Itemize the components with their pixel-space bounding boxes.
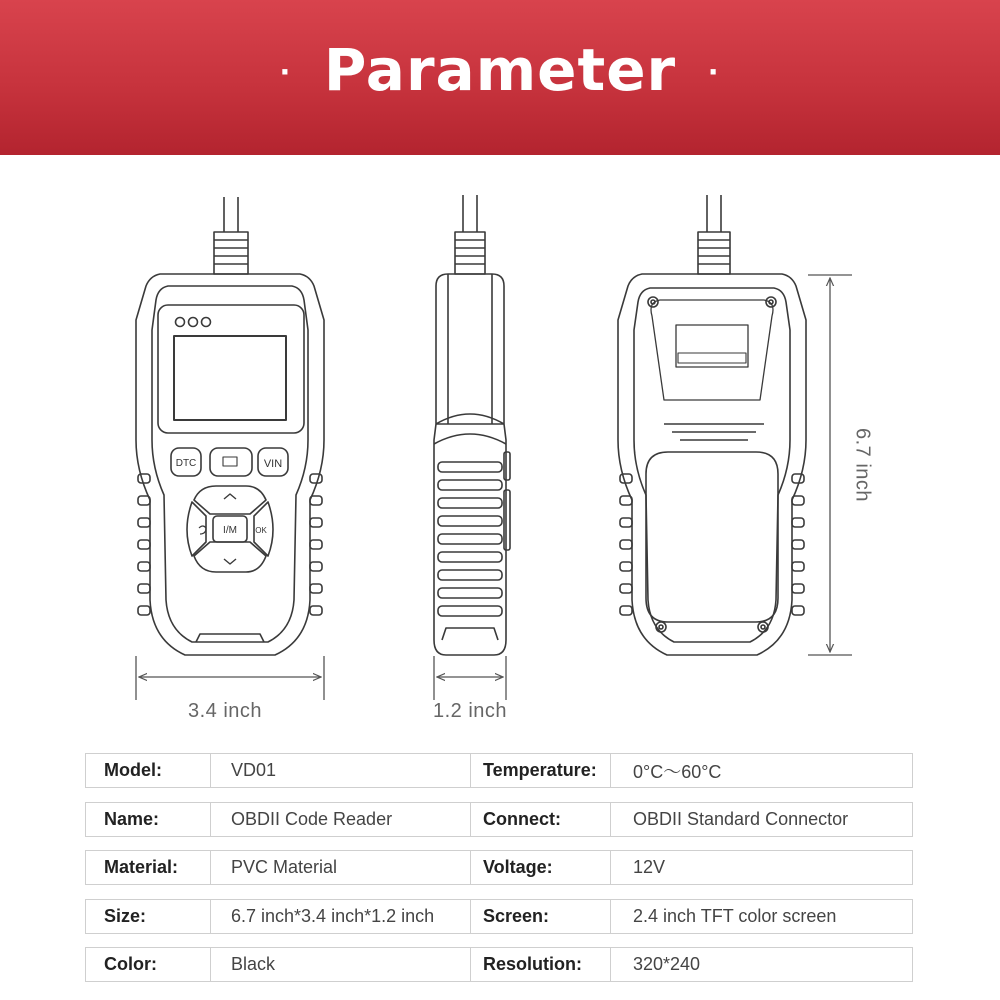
spec-label: Size: [86,900,211,933]
side-ribs [438,462,502,616]
spec-value: 12V [633,857,666,877]
height-dimension-label: 6.7 inch [851,427,874,503]
spec-label: Model: [86,754,211,787]
spec-value: OBDII Code Reader [211,803,471,836]
front-button-labels [176,458,283,536]
front-screen-bezel [158,305,304,433]
screw [656,622,666,632]
device-side-view [434,195,510,655]
back-body-inner [634,288,790,642]
bullet-dot-left: · [279,51,292,92]
spec-table [85,753,913,996]
spec-row-size [85,899,913,934]
spec-row-name [85,802,913,837]
spec-row-color [85,947,913,982]
spec-value: OBDII Standard Connector [633,808,849,829]
width-dimension-label: 3.4 inch [188,700,263,722]
spec-label: Material: [86,851,211,884]
vin-button-label: VIN [263,458,283,470]
back-label-slot [676,325,748,367]
spec-label: Voltage: [471,851,611,884]
spec-label: Screen: [471,900,611,933]
status-light [189,318,198,327]
page-title: Parameter [323,36,677,104]
spec-value: 6.7 inch*3.4 inch*1.2 inch [211,900,471,933]
status-light [202,318,211,327]
dpad-down [194,542,266,572]
spec-label: Name: [86,803,211,836]
ok-button-label: OK [255,526,267,535]
spec-value: PVC Material [211,851,471,884]
spec-value: 2.4 inch TFT color screen [633,905,837,926]
device-front-view [136,197,324,655]
spec-label: Connect: [471,803,611,836]
dpad-up [194,486,266,514]
spec-value: 0°C～60°C [633,761,722,782]
spec-row-material [85,850,913,885]
status-light [176,318,185,327]
dtc-button-label: DTC [175,458,197,469]
screw [648,297,658,307]
front-body-outline [136,274,324,655]
depth-dimension-label: 1.2 inch [433,700,508,722]
back-panel [651,300,773,400]
battery-button [210,448,252,476]
spec-row-model [85,753,913,788]
spec-label: Color: [86,948,211,981]
im-button-label: I/M [223,525,237,536]
screw [758,622,768,632]
front-screen [174,336,286,420]
back-lower-panel [646,452,778,622]
device-back-view [618,195,806,655]
spec-value: 320*240 [633,954,701,974]
dimension-lines [136,275,852,700]
spec-label: Resolution: [471,948,611,981]
screw [766,297,776,307]
spec-value: VD01 [211,754,471,787]
spec-value: Black [211,948,471,981]
bullet-dot-right: · [708,51,721,92]
front-cable [214,197,248,274]
spec-label: Temperature: [471,754,611,787]
